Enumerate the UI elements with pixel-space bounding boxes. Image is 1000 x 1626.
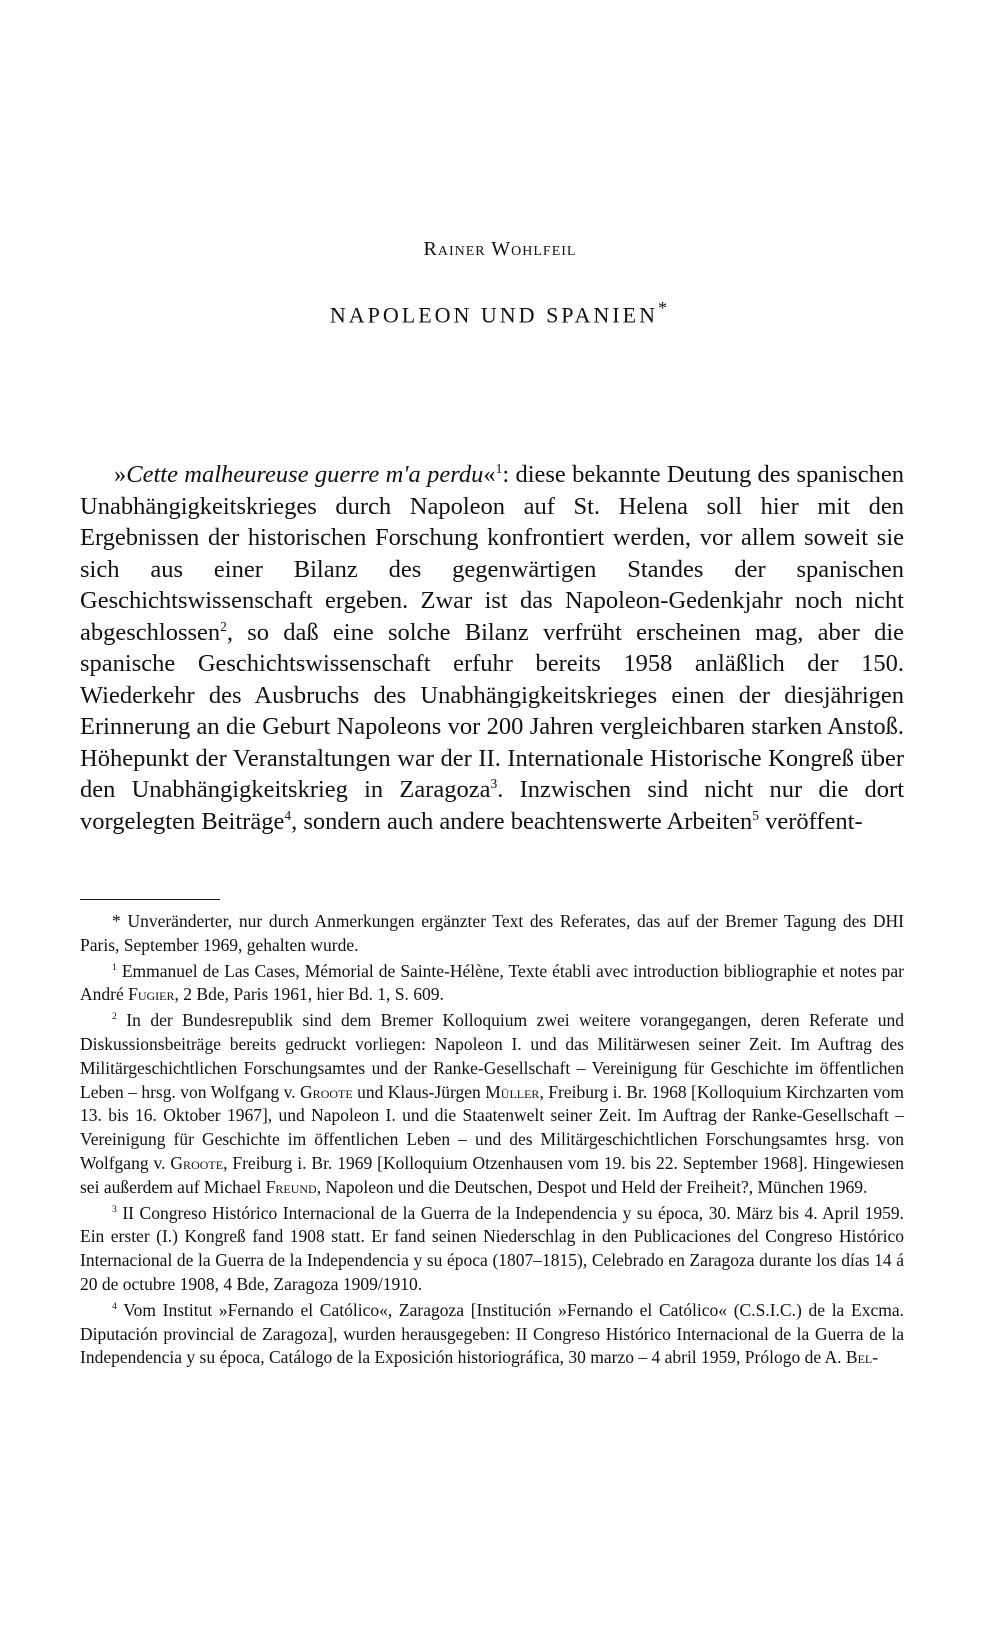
author-name-ref: Groote xyxy=(170,1152,224,1173)
footnote-3: $^3$ II Congreso Histórico Internacional de la Guerra de la Independencia y su época, 30. März bis 4. April 1959. Ein erster (I.) Kongreß fand 1908 statt. Er fand seinen Niederschlag in den Publicaciones del Congreso Histórico Internacional de la Guerra de la Independencia y su época (1807–1815), Celebrado en Zaragoza durante los días 14 á 20 de octubre 1908, 4 Bde, Zaragoza 1909/1910. xyxy=(80,1202,904,1294)
footnote-ref-4: 4 xyxy=(284,807,292,823)
footnote-marker: * xyxy=(112,911,121,931)
footnote-text: , Freiburg i. Br. 1968 [Kolloquium Kirchzarten vom 13. bis 16. Oktober 1967], und Napoleon I. und die Staatenwelt seiner Zeit. Im Auftrag der Ranke-Gesellschaft – Vereinigung für Geschichte im öffentlichen Leben – und des Militärgeschichtlichen Forschungsamtes hrsg. von Wolfgang v. xyxy=(80,1081,905,1173)
footnote-text: Vom Institut »Fernando el Católico«, Zaragoza [Institución »Fernando el Católico« (C.S.I.C.) de la Excma. Diputación provincial de Zaragoza], wurden herausgegeben: II Congreso Histórico Internacional de la Guerra de la Independencia y su época, Catálogo de la Exposición historiográfica, 30 marzo – 4 abril 1959, Prólogo de A. xyxy=(80,1299,904,1368)
author-name: Rainer Wohlfeil xyxy=(423,238,577,260)
footnotes xyxy=(80,910,904,1372)
footnote-2: $^2$ In der Bundesrepublik sind dem Bremer Kolloquium zwei weitere vorangegangen, deren Referate und Diskussionsbeiträge bereits gedruckt vorliegen: Napoleon I. und das Militärwesen seiner Zeit. Im Auftrag des Militärgeschichtlichen Forschungsamtes und der Ranke-Gesellschaft – Vereinigung für Geschichte im öffentlichen Leben – hrsg. von Wolfgang v. Groote und Klaus-Jürgen Müller, Freiburg i. Br. 1968 [Kolloquium Kirchzarten vom 13. bis 16. Oktober 1967], und Napoleon I. und die Staatenwelt seiner Zeit. Im Auftrag der Ranke-Gesellschaft – Vereinigung für Geschichte im öffentlichen Leben – und des Militärgeschichtlichen Forschungsamtes hrsg. von Wolfgang v. Groote, Freiburg i. Br. 1969 [Kolloquium Otzenhausen vom 19. bis 22. September 1968]. Hingewiesen sei außerdem auf Michael Freund, Napoleon und die Deutschen, Despot und Held der Freiheit?, München 1969. xyxy=(80,1010,905,1197)
footnote-text: Unveränderter, nur durch Anmerkungen ergänzter Text des Referates, das auf der Bremer Tagung des DHI Paris, September 1969, gehalten wurde. xyxy=(80,911,904,955)
quote-close: « xyxy=(483,461,496,488)
footnote-text: , 2 Bde, Paris 1961, hier Bd. 1, S. 609. xyxy=(174,984,444,1005)
footnote-text: und Klaus-Jürgen xyxy=(352,1081,486,1102)
footnote-ref-3: 3 xyxy=(490,775,498,791)
napoleon-quote: Cette malheureuse guerre m'a perdu xyxy=(126,461,484,488)
footnote-text: , Freiburg i. Br. 1969 [Kolloquium Otzenhausen vom 19. bis 22. September 1968]. Hingewiesen sei außerdem auf Michael xyxy=(80,1152,905,1197)
author-name-ref: Müller xyxy=(485,1081,540,1102)
body-segment-1: : diese bekannte Deutung des spanischen Unabhängigkeitskrieges durch Napoleon auf St. Helena soll hier mit den Ergebnissen der historischen Forschung konfrontiert werden, vor allem soweit sie sich aus einer Bilanz des gegenwärtigen Standes der spanischen Geschichtswissenschaft ergeben. Zwar ist das Napoleon-Gedenkjahr noch nicht abgeschlossen xyxy=(80,461,905,646)
author-name-ref: Groote xyxy=(300,1081,353,1102)
body-segment-3: . Inzwischen sind nicht nur die dort vorgelegten Beiträge xyxy=(80,776,905,835)
footnote-1: $^1$ Emmanuel de Las Cases, Mémorial de Sainte-Hélène, Texte établi avec introduction bibliographie et notes par André Fugier, 2 Bde, Paris 1961, hier Bd. 1, S. 609. xyxy=(80,960,905,1005)
body-segment-2: , so daß eine solche Bilanz verfrüht erscheinen mag, aber die spanische Geschichtswissenschaft erfuhr bereits 1958 anläßlich der 150. Wiederkehr des Ausbruchs des Unabhängigkeitskrieges einen der diesjährigen Erinnerung an die Geburt Napoleons vor 200 Jahren vergleichbaren starken Anstoß. Höhepunkt der Veranstaltungen war der II. Internationale Historische Kongreß über den Unabhängigkeitskrieg in Zaragoza xyxy=(80,618,904,803)
article-title-text: NAPOLEON UND SPANIEN xyxy=(329,302,658,328)
title-footnote-marker: * xyxy=(657,298,671,318)
footnote-text: Emmanuel de Las Cases, Mémorial de Sainte-Hélène, Texte établi avec introduction bibliographie et notes par André xyxy=(80,960,905,1005)
footnote-ref-2: 2 xyxy=(220,618,227,634)
body-segment-5: veröffent- xyxy=(759,807,863,835)
footnote-4: $^4$ Vom Institut »Fernando el Católico«, Zaragoza [Institución »Fernando el Católico« (C.S.I.C.) de la Excma. Diputación provincial de Zaragoza], wurden herausgegeben: II Congreso Histórico Internacional de la Guerra de la Independencia y su época, Catálogo de la Exposición historiográfica, 30 marzo – 4 abril 1959, Prólogo de A. Bel- xyxy=(80,1299,904,1368)
author-name-ref: Bel- xyxy=(845,1347,879,1368)
body-segment-4: , sondern auch andere beachtenswerte Arbeiten xyxy=(291,807,753,835)
footnote-star xyxy=(80,910,904,958)
author-name-ref: Freund xyxy=(265,1176,317,1197)
footnote-divider xyxy=(80,899,220,900)
quote-open: » xyxy=(114,461,127,488)
article-title xyxy=(0,298,1000,328)
author-name-ref: Fugier xyxy=(128,984,175,1005)
footnote-text: , Napoleon und die Deutschen, Despot und Held der Freiheit?, München 1969. xyxy=(316,1176,868,1197)
footnote-ref-5: 5 xyxy=(752,807,760,823)
footnote-text: II Congreso Histórico Internacional de la Guerra de la Independencia y su época, 30. März bis 4. April 1959. Ein erster (I.) Kongreß fand 1908 statt. Er fand seinen Niederschlag in den Publicaciones del Congreso Histórico Internacional de la Guerra de la Independencia y su época (1807–1815), Celebrado en Zaragoza durante los días 14 á 20 de octubre 1908, 4 Bde, Zaragoza 1909/1910. xyxy=(80,1202,904,1294)
footnote-ref-1: 1 xyxy=(495,460,503,476)
body-paragraph xyxy=(80,459,904,837)
footnote-text: In der Bundesrepublik sind dem Bremer Kolloquium zwei weitere vorangegangen, deren Referate und Diskussionsbeiträge bereits gedruckt vorliegen: Napoleon I. und das Militärwesen seiner Zeit. Im Auftrag des Militärgeschichtlichen Forschungsamtes und der Ranke-Gesellschaft – Vereinigung für Geschichte im öffentlichen Leben – hrsg. von Wolfgang v. xyxy=(80,1010,905,1102)
